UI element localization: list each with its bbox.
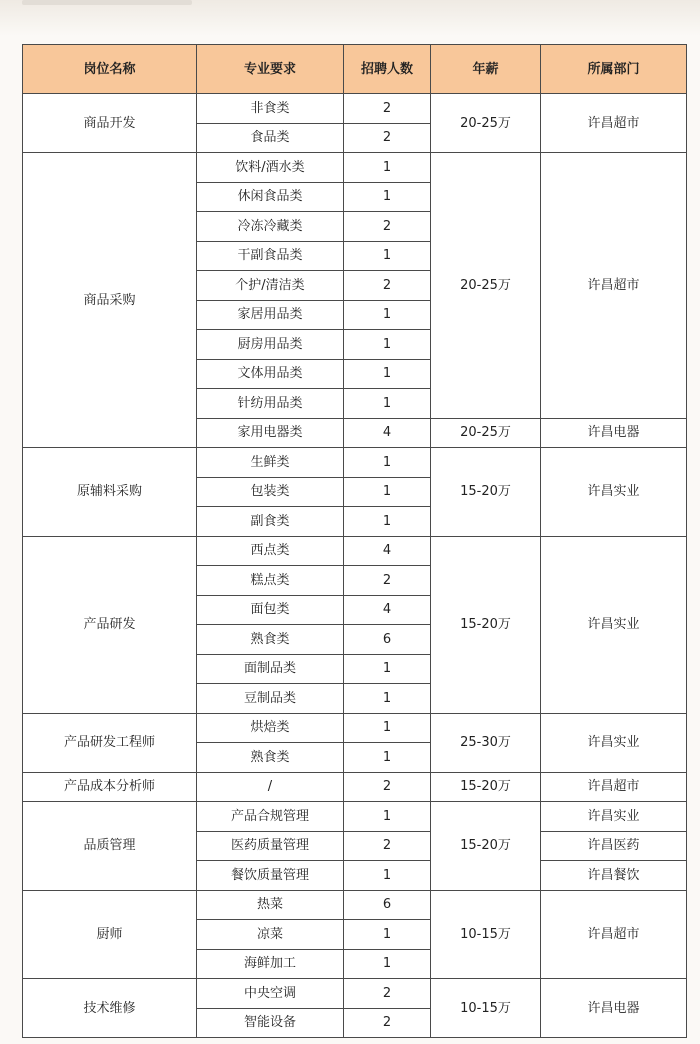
position-cell: 商品开发 — [23, 94, 197, 153]
spec-cell: 饮料/酒水类 — [197, 153, 344, 183]
spec-cell: 熟食类 — [197, 743, 344, 773]
position-cell: 产品成本分析师 — [23, 772, 197, 802]
spec-cell: 海鲜加工 — [197, 949, 344, 979]
spec-cell: 医药质量管理 — [197, 831, 344, 861]
spec-cell: 烘焙类 — [197, 713, 344, 743]
position-cell: 产品研发工程师 — [23, 713, 197, 772]
count-cell: 1 — [344, 743, 431, 773]
salary-cell: 15-20万 — [431, 448, 541, 537]
dept-cell: 许昌超市 — [541, 153, 687, 419]
header-dept: 所属部门 — [541, 45, 687, 94]
count-cell: 1 — [344, 507, 431, 537]
count-cell: 2 — [344, 94, 431, 124]
dept-cell: 许昌实业 — [541, 448, 687, 537]
count-cell: 2 — [344, 1008, 431, 1038]
spec-cell: 干副食品类 — [197, 241, 344, 271]
spec-cell: 冷冻冷藏类 — [197, 212, 344, 242]
salary-cell: 10-15万 — [431, 890, 541, 979]
count-cell: 6 — [344, 625, 431, 655]
spec-cell: 家居用品类 — [197, 300, 344, 330]
count-cell: 2 — [344, 212, 431, 242]
count-cell: 1 — [344, 920, 431, 950]
count-cell: 1 — [344, 802, 431, 832]
spec-cell: 热菜 — [197, 890, 344, 920]
salary-cell: 20-25万 — [431, 153, 541, 419]
table-row — [23, 153, 687, 183]
header-salary: 年薪 — [431, 45, 541, 94]
spec-cell: 面包类 — [197, 595, 344, 625]
spec-cell: 豆制品类 — [197, 684, 344, 714]
count-cell: 1 — [344, 448, 431, 478]
table-row — [23, 979, 687, 1009]
dept-cell: 许昌实业 — [541, 802, 687, 832]
count-cell: 4 — [344, 536, 431, 566]
spec-cell: 糕点类 — [197, 566, 344, 596]
salary-cell: 15-20万 — [431, 802, 541, 891]
top-strip — [0, 0, 700, 36]
position-cell: 产品研发 — [23, 536, 197, 713]
count-cell: 1 — [344, 182, 431, 212]
spec-cell: 针纺用品类 — [197, 389, 344, 419]
salary-cell: 20-25万 — [431, 94, 541, 153]
spec-cell: 西点类 — [197, 536, 344, 566]
spec-cell: 厨房用品类 — [197, 330, 344, 360]
dept-cell: 许昌医药 — [541, 831, 687, 861]
spec-cell: 智能设备 — [197, 1008, 344, 1038]
count-cell: 4 — [344, 418, 431, 448]
dept-cell: 许昌超市 — [541, 94, 687, 153]
spec-cell: / — [197, 772, 344, 802]
position-cell: 商品采购 — [23, 153, 197, 448]
dept-cell: 许昌电器 — [541, 979, 687, 1038]
recruitment-table — [22, 44, 687, 1038]
count-cell: 1 — [344, 300, 431, 330]
salary-cell: 15-20万 — [431, 536, 541, 713]
header-spec: 专业要求 — [197, 45, 344, 94]
table-row — [23, 94, 687, 124]
count-cell: 1 — [344, 477, 431, 507]
spec-cell: 家用电器类 — [197, 418, 344, 448]
count-cell: 6 — [344, 890, 431, 920]
salary-cell: 20-25万 — [431, 418, 541, 448]
salary-cell: 10-15万 — [431, 979, 541, 1038]
count-cell: 1 — [344, 153, 431, 183]
count-cell: 2 — [344, 979, 431, 1009]
top-bar — [22, 0, 192, 5]
count-cell: 1 — [344, 359, 431, 389]
count-cell: 1 — [344, 861, 431, 891]
spec-cell: 中央空调 — [197, 979, 344, 1009]
table-row — [23, 448, 687, 478]
position-cell: 品质管理 — [23, 802, 197, 891]
dept-cell: 许昌电器 — [541, 418, 687, 448]
spec-cell: 熟食类 — [197, 625, 344, 655]
table-row — [23, 536, 687, 566]
spec-cell: 休闲食品类 — [197, 182, 344, 212]
table-row — [23, 802, 687, 832]
count-cell: 1 — [344, 389, 431, 419]
header-count: 招聘人数 — [344, 45, 431, 94]
spec-cell: 食品类 — [197, 123, 344, 153]
count-cell: 1 — [344, 330, 431, 360]
position-cell: 技术维修 — [23, 979, 197, 1038]
count-cell: 1 — [344, 684, 431, 714]
salary-cell: 15-20万 — [431, 772, 541, 802]
dept-cell: 许昌超市 — [541, 890, 687, 979]
count-cell: 1 — [344, 654, 431, 684]
header-position: 岗位名称 — [23, 45, 197, 94]
count-cell: 2 — [344, 566, 431, 596]
position-cell: 原辅料采购 — [23, 448, 197, 537]
dept-cell: 许昌超市 — [541, 772, 687, 802]
header-row — [23, 45, 687, 94]
spec-cell: 凉菜 — [197, 920, 344, 950]
spec-cell: 餐饮质量管理 — [197, 861, 344, 891]
spec-cell: 非食类 — [197, 94, 344, 124]
position-cell: 厨师 — [23, 890, 197, 979]
spec-cell: 文体用品类 — [197, 359, 344, 389]
dept-cell: 许昌餐饮 — [541, 861, 687, 891]
spec-cell: 个护/清洁类 — [197, 271, 344, 301]
table-row — [23, 713, 687, 743]
count-cell: 1 — [344, 241, 431, 271]
spec-cell: 包装类 — [197, 477, 344, 507]
count-cell: 4 — [344, 595, 431, 625]
count-cell: 1 — [344, 949, 431, 979]
dept-cell: 许昌实业 — [541, 536, 687, 713]
count-cell: 2 — [344, 271, 431, 301]
table-row — [23, 772, 687, 802]
table-row — [23, 890, 687, 920]
spec-cell: 面制品类 — [197, 654, 344, 684]
count-cell: 1 — [344, 713, 431, 743]
count-cell: 2 — [344, 831, 431, 861]
salary-cell: 25-30万 — [431, 713, 541, 772]
spec-cell: 产品合规管理 — [197, 802, 344, 832]
dept-cell: 许昌实业 — [541, 713, 687, 772]
spec-cell: 生鲜类 — [197, 448, 344, 478]
count-cell: 2 — [344, 772, 431, 802]
count-cell: 2 — [344, 123, 431, 153]
spec-cell: 副食类 — [197, 507, 344, 537]
